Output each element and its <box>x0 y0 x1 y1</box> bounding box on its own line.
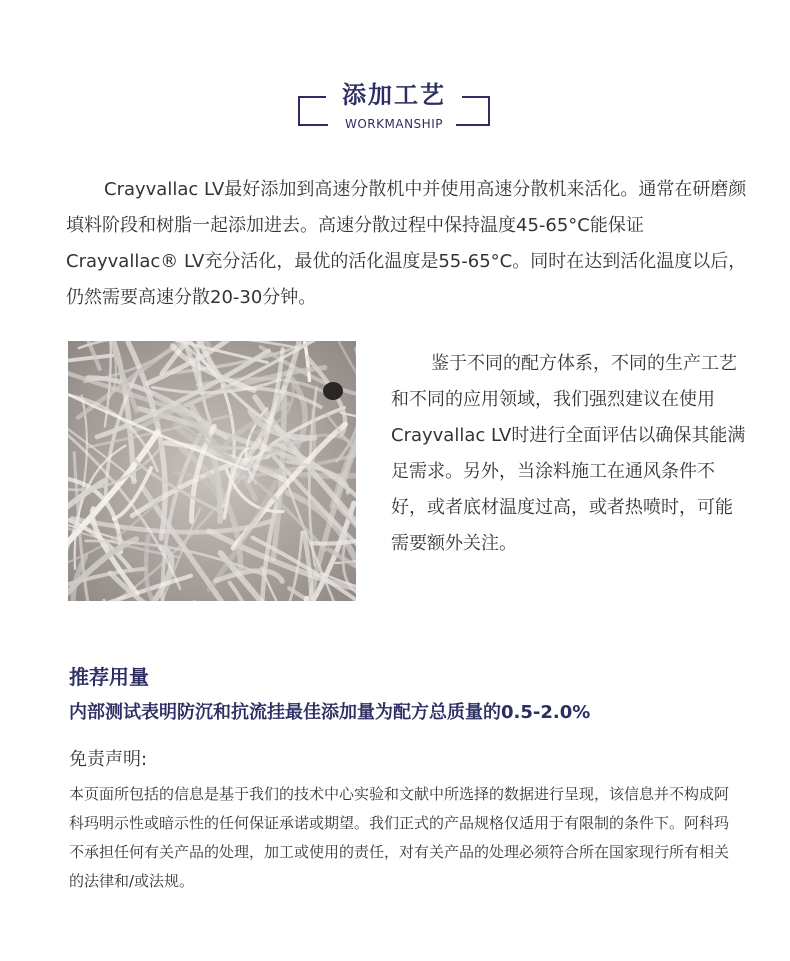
section-header <box>298 78 490 130</box>
side-paragraph: 鉴于不同的配方体系，不同的生产工艺和不同的应用领域，我们强烈建议在使用Crayvallac LV时进行全面评估以确保其能满足需求。另外，当涂料施工在通风条件不好，或者底材温度过高，或者热喷时，可能需要额外关注。 <box>391 353 746 554</box>
intro-paragraph: Crayvallac LV最好添加到高速分散机中并使用高速分散机来活化。通常在研磨颜填料阶段和树脂一起添加进去。高速分散过程中保持温度45-65°C能保证Crayvallac® LV充分活化，最优的活化温度是55-65°C。同时在达到活化温度以后，仍然需要高速分散20-30分钟。 <box>66 179 747 308</box>
disclaimer-heading: 免责声明: <box>69 749 148 770</box>
dosage-heading: 推荐用量 <box>69 665 149 689</box>
section-subtitle: WORKMANSHIP <box>345 117 443 131</box>
fiber-micrograph-image <box>68 341 356 601</box>
section-title: 添加工艺 <box>342 81 446 109</box>
disclaimer-paragraph: 本页面所包括的信息是基于我们的技术中心实验和文献中所选择的数据进行呈现，该信息并不构成阿科玛明示性或暗示性的任何保证承诺或期望。我们正式的产品规格仅适用于有限制的条件下。阿科玛不承担任何有关产品的处理，加工或使用的责任，对有关产品的处理必须符合所在国家现行所有相关的法律和/或法规。 <box>69 785 730 890</box>
dosage-statement: 内部测试表明防沉和抗流挂最佳添加量为配方总质量的0.5-2.0% <box>69 702 591 723</box>
